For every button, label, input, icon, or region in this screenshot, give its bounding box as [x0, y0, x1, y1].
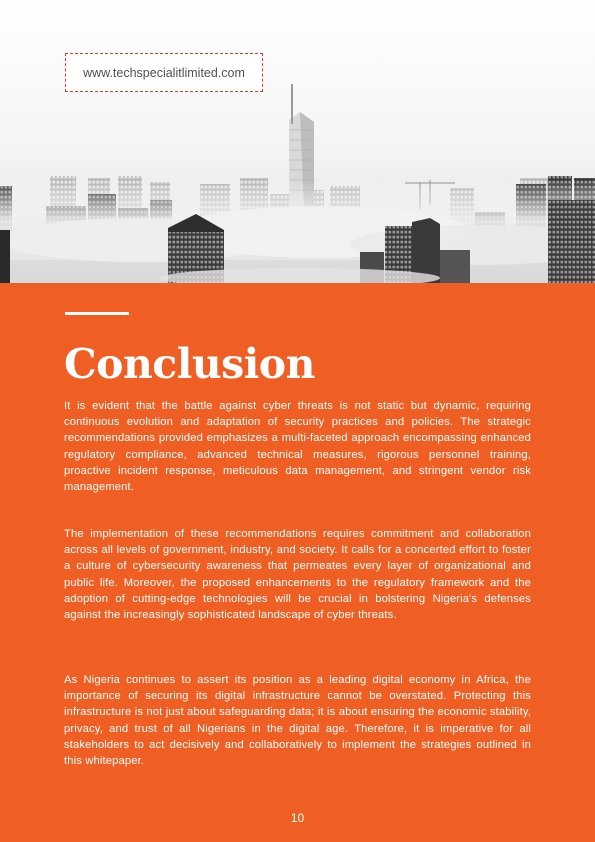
paragraph-2: The implementation of these recommendations requires commitment and collaboration across all levels of government, industry, and society. It calls for a concerted effort to foster a culture of cybersecurity awareness that permeates every layer of organizational and public life. Moreover, the proposed enhancements to the regulatory framework and the adoption of cutting-edge technologies will be crucial in bolstering Nigeria's defenses against the increasingly sophisticated landscape of cyber threats.: [64, 528, 531, 622]
website-url[interactable]: www.techspecialitlimited.com: [65, 53, 263, 92]
city-skyline-image: [0, 0, 595, 283]
section-title: Conclusion: [64, 340, 315, 388]
page-number: 10: [290, 811, 305, 825]
accent-divider: [65, 312, 129, 315]
paragraph-3: As Nigeria continues to assert its position as a leading digital economy in Africa, the importance of securing its digital infrastructure cannot be overstated. Protecting this infrastructure is not just about safeguarding data; it is about ensuring the economic stability, privacy, and trust of all Nigerians in the digital age. Therefore, it is imperative for all stakeholders to act decisively and collaboratively to implement the strategies outlined in this whitepaper.: [64, 674, 531, 768]
hero-image: [0, 0, 595, 283]
paragraph-1: It is evident that the battle against cyber threats is not static but dynamic, requiring continuous evolution and adaptation of security practices and policies. The strategic recommendations provided emphasizes a multi-faceted approach encompassing enhanced regulatory compliance, advanced technical measures, rigorous personnel training, proactive incident response, meticulous data management, and stringent vendor risk management.: [64, 400, 531, 494]
